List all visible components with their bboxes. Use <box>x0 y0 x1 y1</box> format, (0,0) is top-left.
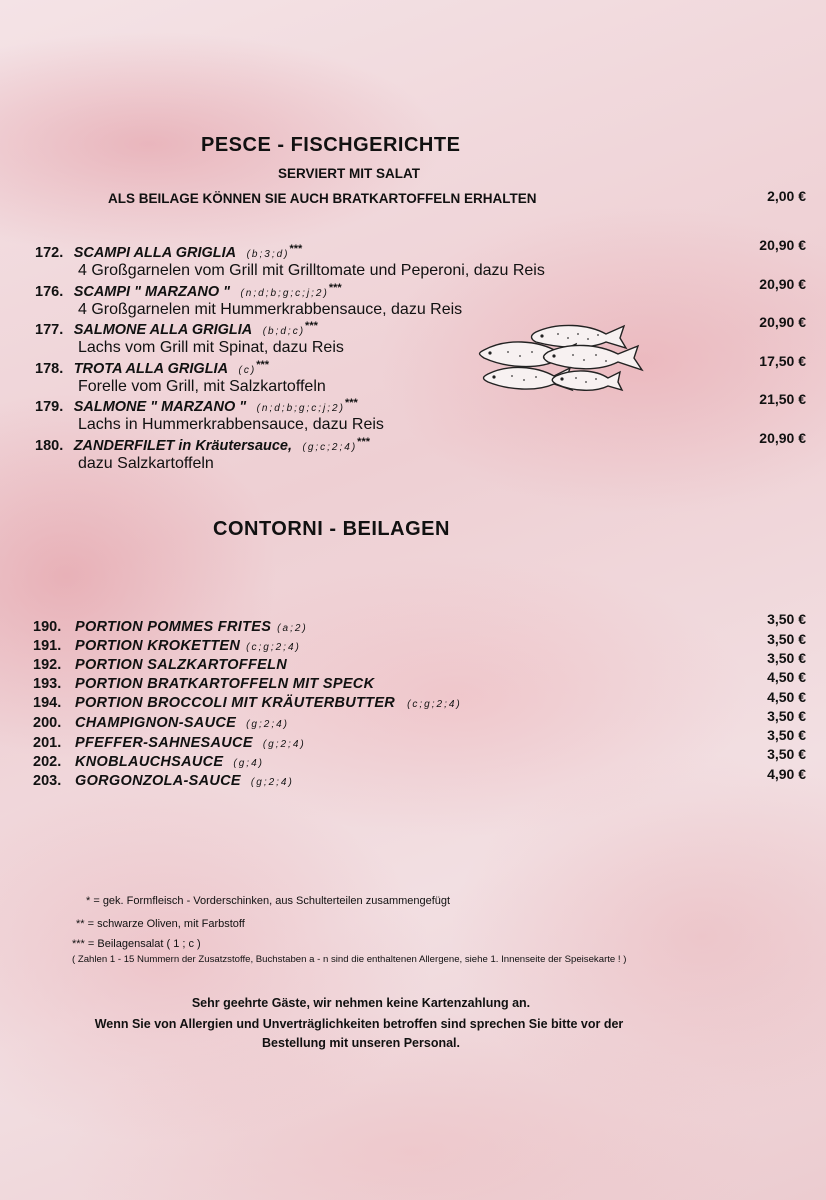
item-name: PORTION SALZKARTOFFELN <box>75 657 288 673</box>
item-description: Forelle vom Grill, mit Salzkartoffeln <box>78 378 326 395</box>
item-allergen-codes: (a;2) <box>277 623 308 634</box>
fish-school-icon <box>478 322 650 394</box>
item-price: 20,90 € <box>759 276 806 292</box>
menu-item-176 <box>35 283 342 301</box>
item-number: 193. <box>33 676 62 692</box>
item-number: 200. <box>33 715 62 731</box>
item-number: 176. <box>35 284 64 300</box>
menu-item-178 <box>35 360 269 378</box>
item-number: 192. <box>33 657 62 673</box>
footnote-double-star: ** = schwarze Oliven, mit Farbstoff <box>76 918 245 930</box>
item-name: GORGONZOLA-SAUCE <box>75 773 241 789</box>
item-number: 190. <box>33 619 62 635</box>
item-salad-stars: *** <box>357 436 371 448</box>
allergy-notice-line2: Bestellung mit unseren Personal. <box>262 1036 460 1050</box>
item-name: PFEFFER-SAHNESAUCE <box>75 735 253 751</box>
item-price: 4,50 € <box>767 669 806 685</box>
item-name: SALMONE " MARZANO " <box>73 399 247 415</box>
side-item-193 <box>33 675 380 693</box>
item-price: 3,50 € <box>767 746 806 762</box>
item-number: 191. <box>33 638 62 654</box>
side-item-203 <box>33 772 294 790</box>
item-allergen-codes: (n;d;b;g;c;j;2) <box>240 288 329 299</box>
item-description: 4 Großgarnelen vom Grill mit Grilltomate und Peperoni, dazu Reis <box>78 262 545 279</box>
item-name: KNOBLAUCHSAUCE <box>75 754 224 770</box>
item-price: 3,50 € <box>767 727 806 743</box>
side-item-201 <box>33 734 306 752</box>
fish-section-title: PESCE - FISCHGERICHTE <box>201 134 461 156</box>
item-number: 178. <box>35 361 64 377</box>
item-name: PORTION BRATKARTOFFELN MIT SPECK <box>75 676 375 692</box>
item-description: dazu Salzkartoffeln <box>78 455 214 472</box>
item-number: 203. <box>33 773 62 789</box>
item-number: 179. <box>35 399 64 415</box>
item-name: CHAMPIGNON-SAUCE <box>75 715 237 731</box>
item-description: Lachs in Hummerkrabbensauce, dazu Reis <box>78 416 384 433</box>
item-allergen-codes: (c;g;2;4) <box>246 642 301 653</box>
menu-item-172 <box>35 244 302 262</box>
menu-item-180 <box>35 437 370 455</box>
item-price: 3,50 € <box>767 611 806 627</box>
item-allergen-codes: (b;3;d) <box>246 249 290 260</box>
item-name: SCAMPI " MARZANO " <box>73 284 231 300</box>
item-name: ZANDERFILET in Kräutersauce, <box>73 438 293 454</box>
fish-side-note: ALS BEILAGE KÖNNEN SIE AUCH BRATKARTOFFELN ERHALTEN <box>108 191 537 206</box>
item-price: 3,50 € <box>767 631 806 647</box>
side-item-191 <box>33 637 301 655</box>
item-allergen-codes: (c;g;2;4) <box>407 699 462 710</box>
item-number: 201. <box>33 735 62 751</box>
item-allergen-codes: (g;2;4) <box>262 739 306 750</box>
item-salad-stars: *** <box>305 320 318 332</box>
item-allergen-codes: (n;d;b;g;c;j;2) <box>256 403 345 414</box>
side-item-194 <box>33 694 462 712</box>
item-salad-stars: *** <box>328 282 342 294</box>
item-number: 202. <box>33 754 62 770</box>
side-item-192 <box>33 656 293 674</box>
item-price: 4,50 € <box>767 689 806 705</box>
item-name: SALMONE ALLA GRIGLIA <box>73 322 253 338</box>
item-name: SCAMPI ALLA GRIGLIA <box>73 245 237 261</box>
item-name: PORTION BROCCOLI MIT KRÄUTERBUTTER <box>75 695 396 711</box>
card-payment-notice: Sehr geehrte Gäste, wir nehmen keine Kartenzahlung an. <box>191 996 531 1010</box>
item-name: PORTION KROKETTEN <box>75 638 241 654</box>
item-allergen-codes: (g;2;4) <box>246 719 289 730</box>
item-price: 20,90 € <box>759 430 806 446</box>
footnote-single-star: * = gek. Formfleisch - Vorderschinken, aus Schulterteilen zusammengefügt <box>86 895 451 907</box>
item-allergen-codes: (c) <box>238 365 257 376</box>
footnote-triple-star: *** = Beilagensalat ( 1 ; c ) <box>72 938 201 950</box>
item-allergen-codes: (b;d;c) <box>262 326 306 337</box>
item-price: 4,90 € <box>767 766 806 782</box>
item-price: 17,50 € <box>759 353 806 369</box>
item-price: 20,90 € <box>759 237 806 253</box>
item-number: 177. <box>35 322 64 338</box>
allergen-legend: ( Zahlen 1 - 15 Nummern der Zusatzstoffe, Buchstaben a - n sind die enthaltenen Allergene, siehe 1. Innenseite der Speisekarte ! ) <box>72 954 627 965</box>
item-allergen-codes: (g;4) <box>233 758 264 769</box>
item-number: 194. <box>33 695 62 711</box>
item-price: 3,50 € <box>767 650 806 666</box>
item-description: Lachs vom Grill mit Spinat, dazu Reis <box>78 339 344 356</box>
fish-section-subtitle: SERVIERT MIT SALAT <box>278 166 421 181</box>
item-price: 3,50 € <box>767 708 806 724</box>
side-item-202 <box>33 753 264 771</box>
item-price: 20,90 € <box>759 314 806 330</box>
fish-side-note-price: 2,00 € <box>767 188 806 204</box>
item-name: PORTION POMMES FRITES <box>75 619 272 635</box>
item-salad-stars: *** <box>344 397 358 409</box>
item-name: TROTA ALLA GRIGLIA <box>73 361 229 377</box>
sides-section-title: CONTORNI - BEILAGEN <box>213 518 450 540</box>
item-description: 4 Großgarnelen mit Hummerkrabbensauce, dazu Reis <box>78 301 463 318</box>
side-item-200 <box>33 714 289 732</box>
item-allergen-codes: (g;c;2;4) <box>302 442 358 453</box>
item-salad-stars: *** <box>256 359 270 371</box>
allergy-notice-line1: Wenn Sie von Allergien und Unverträglichkeiten betroffen sind sprechen Sie bitte vor der <box>94 1017 624 1031</box>
side-item-190 <box>33 618 308 636</box>
item-price: 21,50 € <box>759 391 806 407</box>
item-salad-stars: *** <box>289 243 303 255</box>
item-number: 172. <box>35 245 64 261</box>
item-allergen-codes: (g;2;4) <box>250 777 294 788</box>
menu-item-177 <box>35 321 318 339</box>
menu-item-179 <box>35 398 358 416</box>
item-number: 180. <box>35 438 64 454</box>
